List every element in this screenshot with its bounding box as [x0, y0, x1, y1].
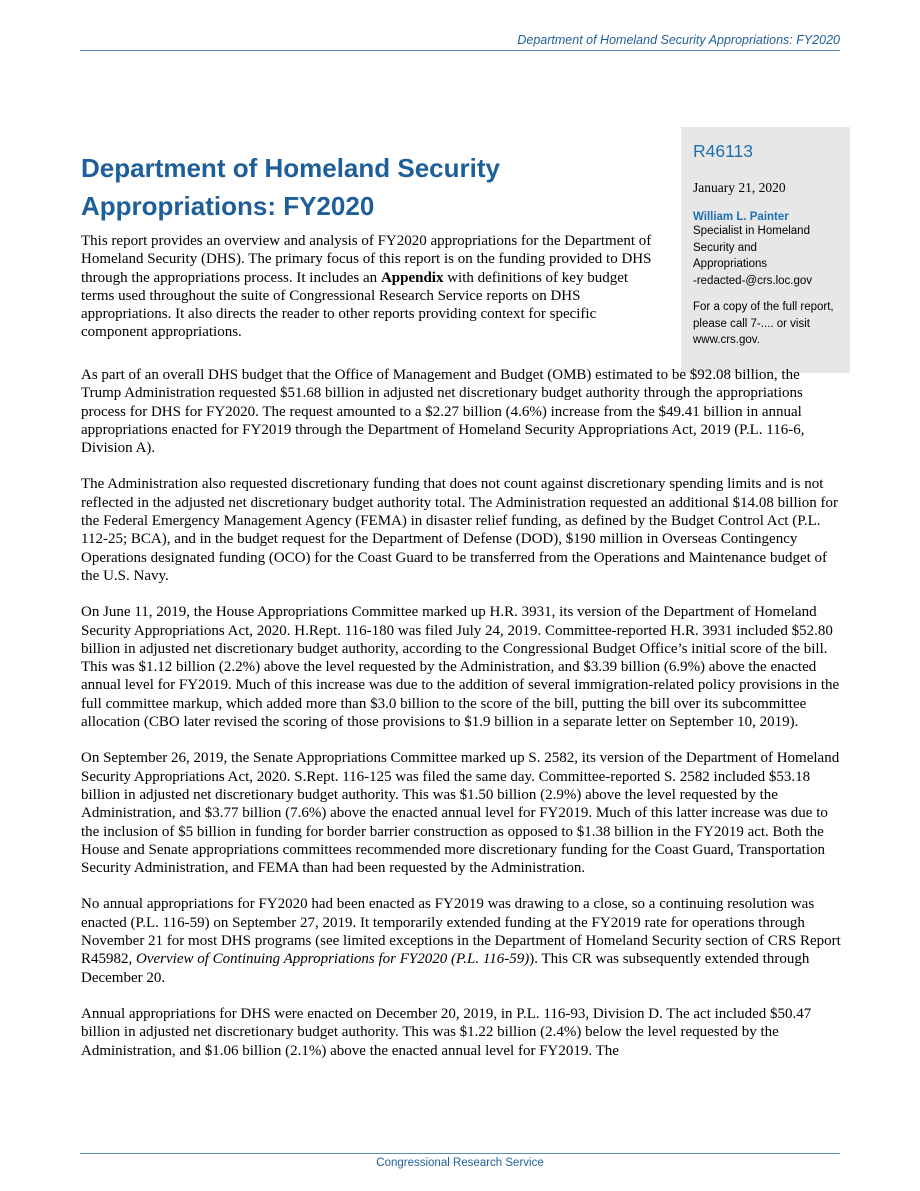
- body-paragraph: [81, 895, 841, 986]
- report-title: Department of Homeland Security Appropriations: FY2020: [81, 153, 500, 221]
- footer-text: Congressional Research Service: [376, 1157, 544, 1169]
- copy-note-line: please call 7-.... or visit: [693, 317, 810, 330]
- author-title-line: Appropriations: [693, 258, 768, 270]
- report-number: R46113: [693, 141, 754, 161]
- copy-note-line: www.crs.gov.: [693, 334, 760, 346]
- body-paragraph: On June 11, 2019, the House Appropriations Committee marked up H.R. 3931, its version of the Department of Homeland Security Appropriations Act, 2020. H.Rept. 116-180 was filed July 24, 2019. Committee-reported H.R. 3931 included $52.80 billion in adjusted net discretionary budget authority, according to the Congressional Budget Office’s initial score of the bill. This was $1.12 billion (2.2%) above the level requested by the Administration, and $3.39 billion (6.9%) above the enacted annual level for FY2019. Much of this increase was due to the addition of several immigration-related policy provisions in the full committee markup, which added more than $3.0 billion to the score of the bill, putting the bill over its subcommittee allocation (CBO later revised the scoring of those provisions to $1.9 billion in a separate letter on September 10, 2019).: [81, 604, 840, 731]
- body-paragraph: As part of an overall DHS budget that the Office of Management and Budget (OMB) estimated to be $92.08 billion, the Trump Administration requested $51.68 billion in adjusted net discretionary budget authority through the appropriations process for DHS for FY2020. The request amounted to a $2.27 billion (4.6%) increase from the $49.41 billion in annual appropriations enacted for FY2019 through the Department of Homeland Security Appropriations Act, 2019 (P.L. 116-6, Division A).: [81, 367, 805, 457]
- body-paragraph: On September 26, 2019, the Senate Appropriations Committee marked up S. 2582, its version of the Department of Homeland Security Appropriations Act, 2020. S.Rept. 116-125 was filed the same day. Committee-reported S. 2582 included $53.18 billion in adjusted net discretionary budget authority. This was $1.50 billion (2.9%) above the level requested by the Administration, and $3.77 billion (7.6%) above the enacted annual level for FY2019. Much of this latter increase was due to the inclusion of $5 billion in funding for border barrier construction as opposed to $1.38 billion in the FY2019 act. Both the House and Senate appropriations committees recommended more discretionary funding for the Coast Guard, Transportation Security Administration, and FEMA than had been requested by the Administration.: [81, 750, 840, 877]
- intro-paragraph: [81, 232, 661, 342]
- report-date: January 21, 2020: [693, 180, 786, 195]
- report-body: [81, 366, 841, 1078]
- body-paragraph: Annual appropriations for DHS were enacted on December 20, 2019, in P.L. 116-93, Division D. The act included $50.47 billion in adjusted net discretionary budget authority. This was $1.22 billion (2.4%) below the level requested by the Administration, and $1.06 billion (2.1%) above the enacted annual level for FY2019. The: [81, 1005, 812, 1059]
- author-title: [693, 223, 840, 289]
- author-title-line: Security and: [693, 241, 757, 254]
- report-info-sidebar: [681, 127, 850, 373]
- running-header: [80, 33, 840, 51]
- page-footer: [80, 1153, 840, 1169]
- running-header-title: Department of Homeland Security Appropriations: FY2020: [517, 33, 840, 47]
- author-name: William L. Painter: [693, 211, 789, 223]
- body-paragraph: The Administration also requested discretionary funding that does not count against discretionary spending limits and is not reflected in the adjusted net discretionary budget authority total. The Administration requested an additional $14.08 billion for the Federal Emergency Management Agency (FEMA) in disaster relief funding, as defined by the Budget Control Act (P.L. 112-25; BCA), and in the budget request for the Department of Defense (DOD), $190 million in Overseas Contingency Operations designated funding (OCO) for the Coast Guard to be transferred from the Operations and Maintenance budget of the U.S. Navy.: [81, 476, 839, 584]
- cited-report-title: Overview of Continuing Appropriations for FY2020 (P.L. 116-59): [136, 951, 530, 968]
- author-email: -redacted-@crs.loc.gov: [693, 274, 813, 287]
- appendix-term: Appendix: [380, 269, 444, 286]
- body-text: ). This CR was subsequently extended through December 20.: [81, 951, 810, 986]
- copy-note: [693, 299, 840, 349]
- intro-text: This report provides an overview and analysis of FY2020 appropriations for the Department of Homeland Security (DHS). The primary focus of this report is on the funding provided to DHS through the appropriations process. It includes an: [81, 233, 652, 286]
- author-title-line: Specialist in Homeland: [693, 225, 810, 237]
- intro-text: with definitions of key budget terms used throughout the suite of Congressional Research Service reports on DHS appropriations. It also directs the reader to other reports providing context for specific component appropriations.: [81, 269, 629, 341]
- copy-note-line: For a copy of the full report,: [693, 301, 834, 313]
- body-text: No annual appropriations for FY2020 had been enacted as FY2019 was drawing to a close, so a continuing resolution was enacted (P.L. 116-59) on September 27, 2019. It temporarily extended funding at the FY2019 rate for operations through November 21 for most DHS programs (see limited exceptions in the Department of Homeland Security section of CRS Report R45982,: [81, 896, 841, 968]
